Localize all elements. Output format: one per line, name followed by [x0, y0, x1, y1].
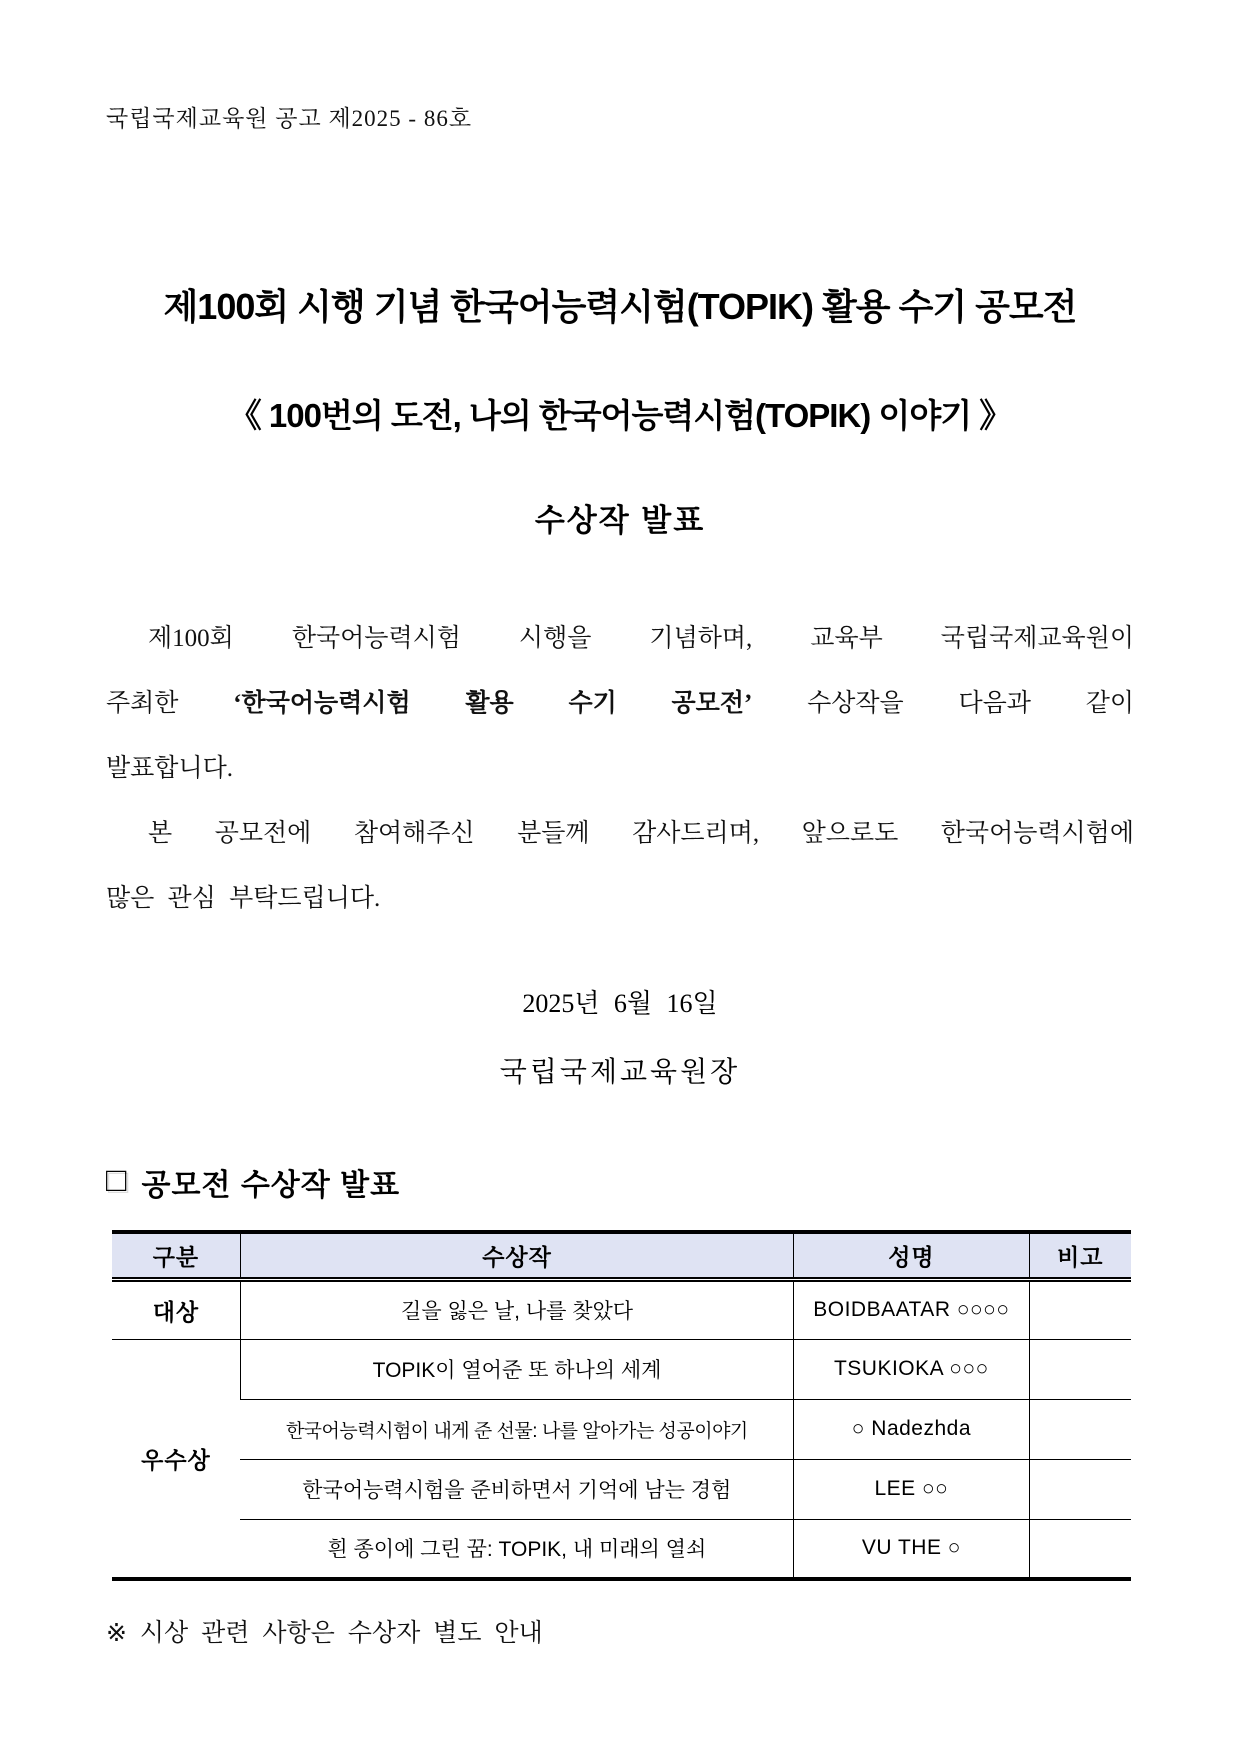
section-heading [106, 1160, 1134, 1204]
line-text: 수상작을 다음과 같이 [807, 690, 1134, 717]
name-cell: BOIDBAATAR ○○○○ [794, 1279, 1029, 1339]
notice-number: 국립국제교육원 공고 제2025 - 86호 [106, 106, 473, 131]
note-cell [1029, 1399, 1131, 1459]
column-header-title: 수상작 [240, 1232, 793, 1279]
page-subtitle: 《 100번의 도전, 나의 한국어능력시험(TOPIK) 이야기 》 [228, 397, 1012, 434]
table-row [112, 1459, 1131, 1519]
table-header-row [112, 1232, 1131, 1279]
name-cell: ○ Nadezhda [794, 1399, 1029, 1459]
column-header-name: 성명 [794, 1232, 1029, 1279]
note-cell [1029, 1519, 1131, 1579]
title-cell: 흰 종이에 그린 꿈: TOPIK, 내 미래의 열쇠 [327, 1538, 707, 1562]
quoted-contest-name: ‘한국어능력시험 활용 수기 공모전’ [233, 690, 753, 717]
category-cell: 우수상 [112, 1339, 240, 1579]
name-cell: VU THE ○ [794, 1519, 1029, 1579]
body-text [106, 606, 1134, 931]
table-row [112, 1339, 1131, 1399]
title-cell: 한국어능력시험이 내게 준 선물: 나를 알아가는 성공이야기 [240, 1399, 793, 1459]
paragraph-line: 제100회 한국어능력시험 시행을 기념하며, 교육부 국립국제교육원이 [148, 625, 1134, 652]
line-text: 주최한 [106, 690, 179, 717]
paragraph-line: 본 공모전에 참여해주신 분들께 감사드리며, 앞으로도 한국어능력시험에 [148, 820, 1134, 847]
paragraph-line [106, 671, 1134, 736]
square-bullet-icon: □ [106, 1161, 128, 1199]
note-cell [1029, 1459, 1131, 1519]
column-header-note: 비고 [1029, 1232, 1131, 1279]
table-row [112, 1519, 1131, 1579]
signatory: 국립국제교육원장 [499, 1057, 741, 1088]
page-title: 제100회 시행 기념 한국어능력시험(TOPIK) 활용 수기 공모전 [163, 286, 1077, 327]
note-cell [1029, 1339, 1131, 1399]
table-row [112, 1279, 1131, 1339]
announcement-date: 2025년 6월 16일 [522, 989, 718, 1018]
column-header-category: 구분 [112, 1232, 240, 1279]
note-cell [1029, 1279, 1131, 1339]
awards-table [112, 1230, 1131, 1581]
announcement-heading: 수상작 발표 [534, 503, 706, 538]
title-cell: 한국어능력시험을 준비하면서 기억에 남는 경험 [240, 1459, 793, 1519]
category-cell: 대상 [112, 1279, 240, 1339]
paragraph-line: 발표합니다. [106, 755, 234, 782]
table-row [112, 1399, 1131, 1459]
title-cell: TOPIK이 열어준 또 하나의 세계 [240, 1339, 793, 1399]
paragraph-line: 많은 관심 부탁드립니다. [106, 885, 381, 912]
title-cell: 길을 잃은 날, 나를 찾았다 [240, 1279, 793, 1339]
name-cell: LEE ○○ [794, 1459, 1029, 1519]
section-heading-label: 공모전 수상작 발표 [141, 1169, 401, 1202]
name-cell: TSUKIOKA ○○○ [794, 1339, 1029, 1399]
footnote: ※ 시상 관련 사항은 수상자 별도 안내 [106, 1619, 543, 1647]
